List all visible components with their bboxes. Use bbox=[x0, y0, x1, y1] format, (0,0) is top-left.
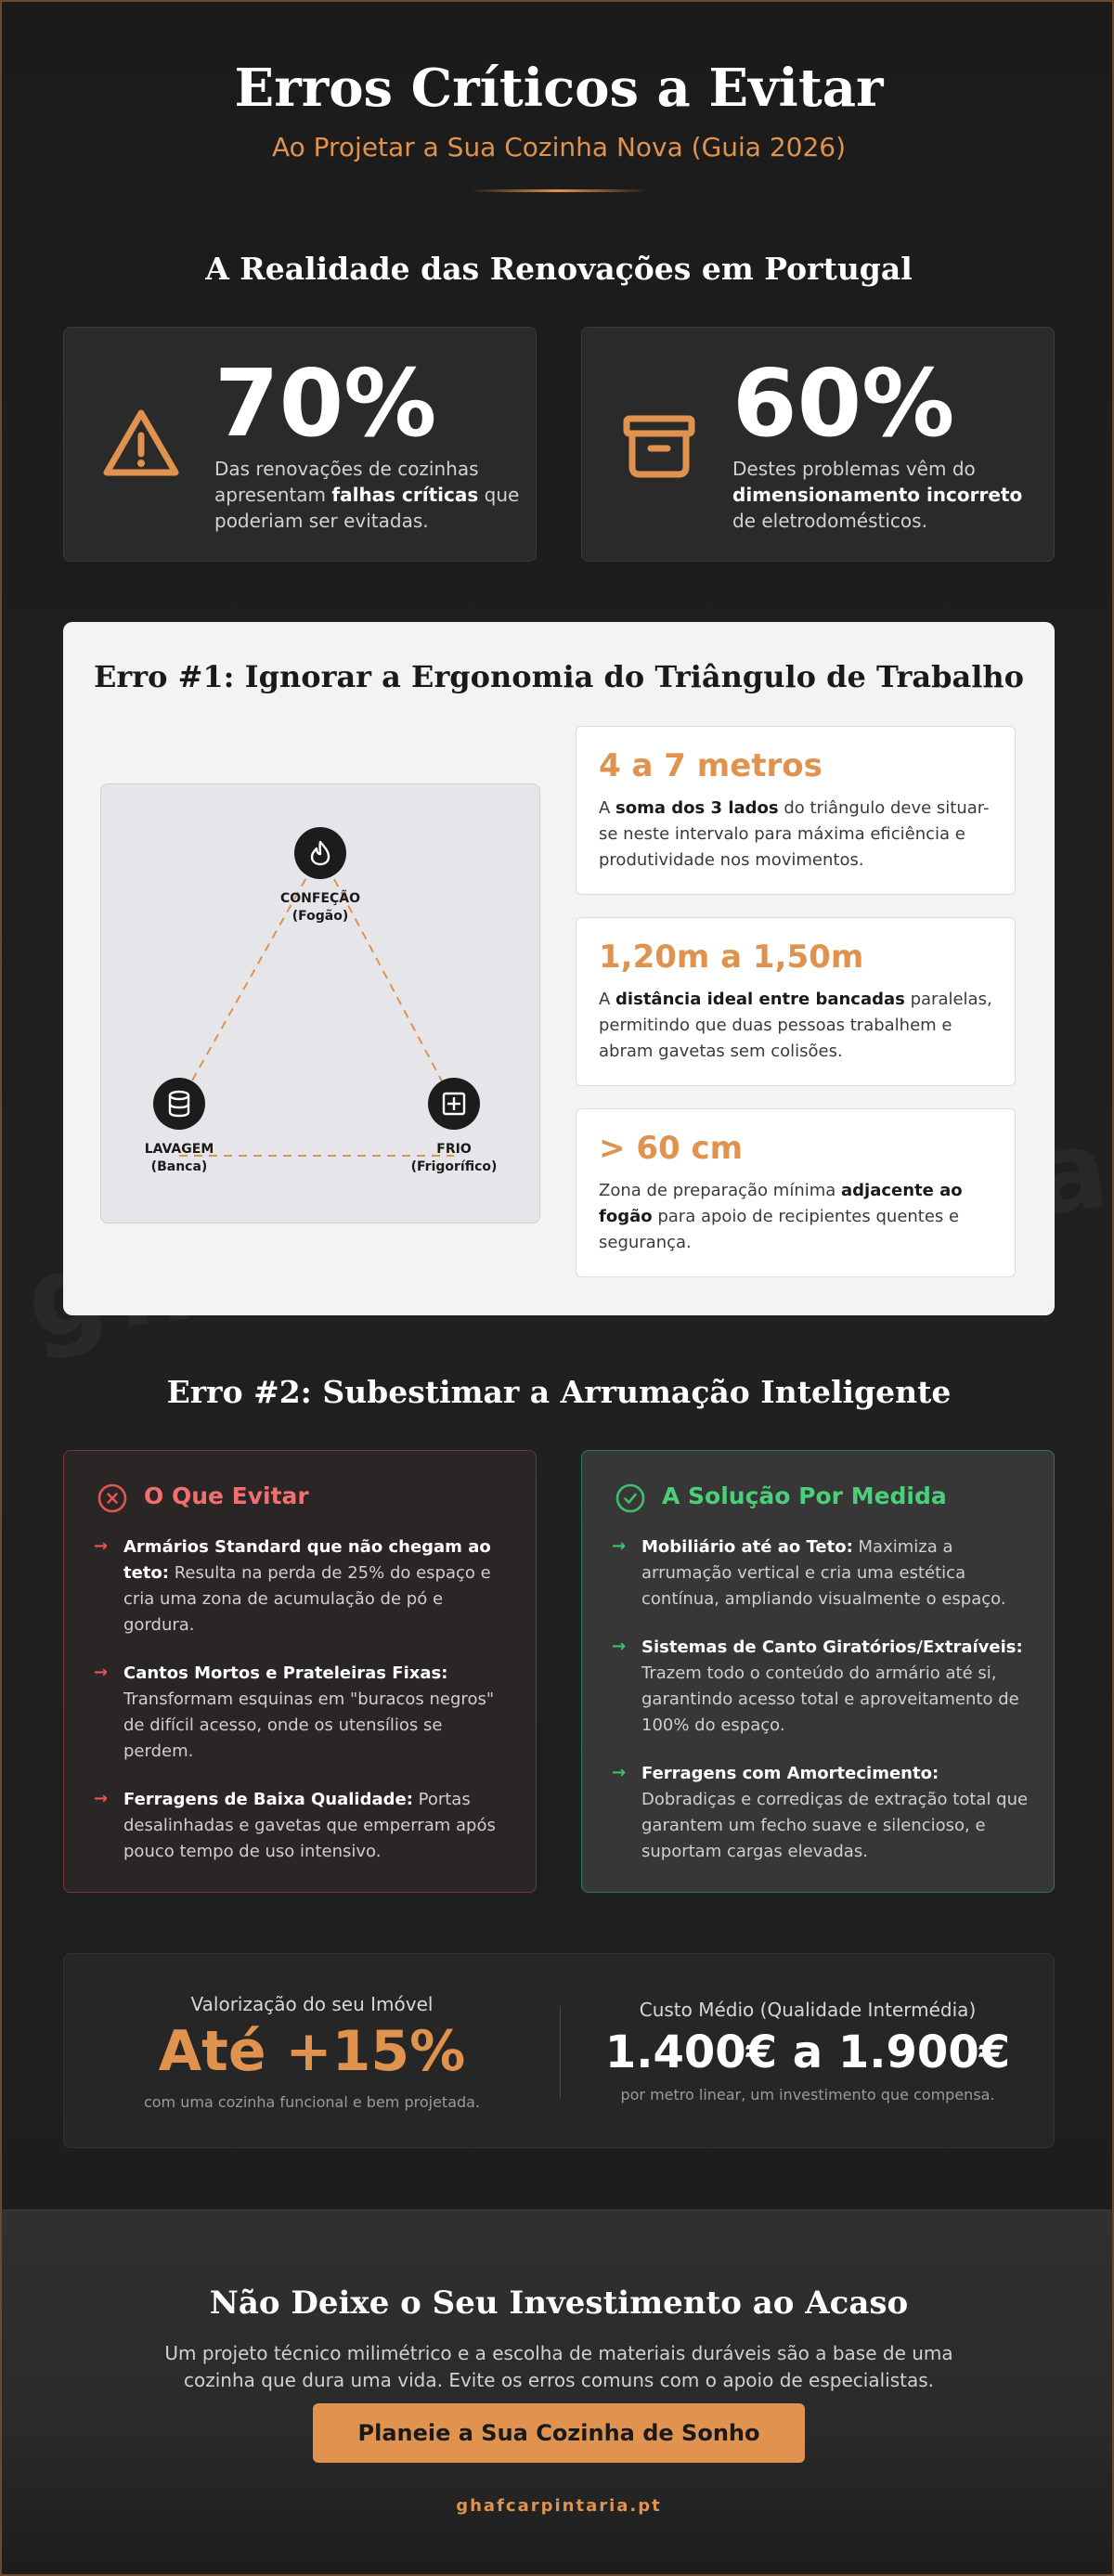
solution-heading: A Solução Por Medida bbox=[662, 1482, 947, 1509]
solution-column bbox=[581, 1450, 1055, 1893]
arrow-right-icon: → bbox=[612, 1536, 627, 1556]
footer bbox=[2, 2209, 1114, 2576]
arrow-right-icon: → bbox=[94, 1536, 109, 1556]
stat-description: Das renovações de cozinhas apresentam falhas críticas que poderiam ser evitadas. bbox=[214, 458, 520, 532]
work-triangle-diagram bbox=[100, 783, 540, 1223]
value-band bbox=[63, 1953, 1055, 2148]
list-item-text: Cantos Mortos e Prateleiras Fixas: Transformam esquinas em "buracos negros" de difícil acesso, onde os utensílios se perdem. bbox=[123, 1663, 495, 1761]
info-description: A distância ideal entre bancadas paralelas, permitindo que duas pessoas trabalhem e abram gavetas sem colisões. bbox=[599, 990, 992, 1061]
reality-section-title: A Realidade das Renovações em Portugal bbox=[205, 251, 913, 287]
footer-title: Não Deixe o Seu Investimento ao Acaso bbox=[209, 2285, 909, 2322]
list-item-text: Ferragens com Amortecimento: Dobradiças e corrediças de extração total que garantem um fecho suave e silencioso, e suportam cargas elevadas. bbox=[641, 1764, 1029, 1861]
node-label-confecao: CONFEÇÃO (Fogão) bbox=[279, 891, 361, 924]
plus-square-icon bbox=[428, 1078, 480, 1130]
node-label-frio: FRIO (Frigorífico) bbox=[410, 1142, 498, 1174]
node-label-lavagem: LAVAGEM (Banca) bbox=[144, 1142, 214, 1174]
arrow-right-icon: → bbox=[94, 1789, 109, 1808]
flame-icon bbox=[294, 827, 346, 879]
list-item-text: Ferragens de Baixa Qualidade: Portas desalinhadas e gavetas que emperram após pouco tempo de uso intensivo. bbox=[123, 1790, 496, 1861]
list-item-text: Sistemas de Canto Giratórios/Extraíveis: Trazem todo o conteúdo do armário até si, garantindo acesso total e aproveitamento de 100% do espaço. bbox=[641, 1638, 1023, 1735]
value-figure: 1.400€ a 1.900€ bbox=[604, 2026, 1011, 2078]
value-note: com uma cozinha funcional e bem projetada. bbox=[143, 2093, 481, 2111]
info-card-distancia-bancadas bbox=[576, 917, 1016, 1086]
info-description: Zona de preparação mínima adjacente ao fogão para apoio de recipientes quentes e segurança. bbox=[599, 1181, 963, 1252]
database-icon bbox=[153, 1078, 205, 1130]
avoid-heading: O Que Evitar bbox=[144, 1482, 309, 1509]
list-item-text: Armários Standard que não chegam ao teto: Resulta na perda de 25% do espaço e cria uma zona de acumulação de pó e gordura. bbox=[123, 1537, 491, 1635]
arrow-right-icon: → bbox=[612, 1763, 627, 1782]
arrow-right-icon: → bbox=[94, 1663, 109, 1682]
cta-button[interactable]: Planeie a Sua Cozinha de Sonho bbox=[313, 2403, 805, 2463]
value-cost bbox=[560, 1954, 1056, 2149]
list-item-text: Mobiliário até ao Teto: Maximiza a arrumação vertical e cria uma estética contínua, ampliando visualmente o espaço. bbox=[641, 1537, 1006, 1609]
archive-box-icon bbox=[617, 402, 701, 485]
stat-description: Destes problemas vêm do dimensionamento incorreto de eletrodomésticos. bbox=[732, 458, 1023, 532]
value-label: Custo Médio (Qualidade Intermédia) bbox=[639, 1999, 977, 2021]
erro1-title: Erro #1: Ignorar a Ergonomia do Triângulo de Trabalho bbox=[94, 659, 1024, 694]
stat-value: 60% bbox=[732, 349, 955, 458]
info-card-zona-preparacao bbox=[576, 1108, 1016, 1277]
check-circle-icon bbox=[615, 1483, 645, 1513]
info-card-soma-lados bbox=[576, 726, 1016, 895]
page-title: Erros Críticos a Evitar bbox=[234, 58, 884, 119]
footer-brand-link[interactable]: ghafcarpintaria.pt bbox=[456, 2496, 662, 2516]
stat-card-falhas bbox=[63, 327, 537, 562]
info-description: A soma dos 3 lados do triângulo deve situar-se neste intervalo para máxima eficiência e produtividade nos movimentos. bbox=[599, 798, 990, 870]
info-value: > 60 cm bbox=[599, 1130, 744, 1167]
stat-value: 70% bbox=[214, 349, 437, 458]
x-circle-icon bbox=[97, 1483, 127, 1513]
stat-card-dimensionamento bbox=[581, 327, 1055, 562]
info-value: 1,20m a 1,50m bbox=[599, 938, 864, 976]
value-label: Valorização do seu Imóvel bbox=[190, 1993, 434, 2015]
title-divider bbox=[471, 189, 647, 192]
footer-text: Um projeto técnico milimétrico e a escolha de materiais duráveis são a base de uma cozinha que dura uma vida. Evite os erros comuns com o apoio de especialistas. bbox=[164, 2342, 953, 2391]
avoid-column bbox=[63, 1450, 537, 1893]
page-subtitle: Ao Projetar a Sua Cozinha Nova (Guia 2026) bbox=[271, 132, 847, 162]
erro1-section bbox=[63, 622, 1055, 1315]
info-value: 4 a 7 metros bbox=[599, 747, 823, 784]
value-figure: Até +15% bbox=[158, 2019, 466, 2084]
arrow-right-icon: → bbox=[612, 1637, 627, 1656]
erro2-title: Erro #2: Subestimar a Arrumação Inteligente bbox=[166, 1374, 952, 1410]
value-appreciation bbox=[64, 1954, 560, 2149]
warning-triangle-icon bbox=[99, 402, 183, 485]
value-note: por metro linear, um investimento que compensa. bbox=[620, 2086, 995, 2104]
